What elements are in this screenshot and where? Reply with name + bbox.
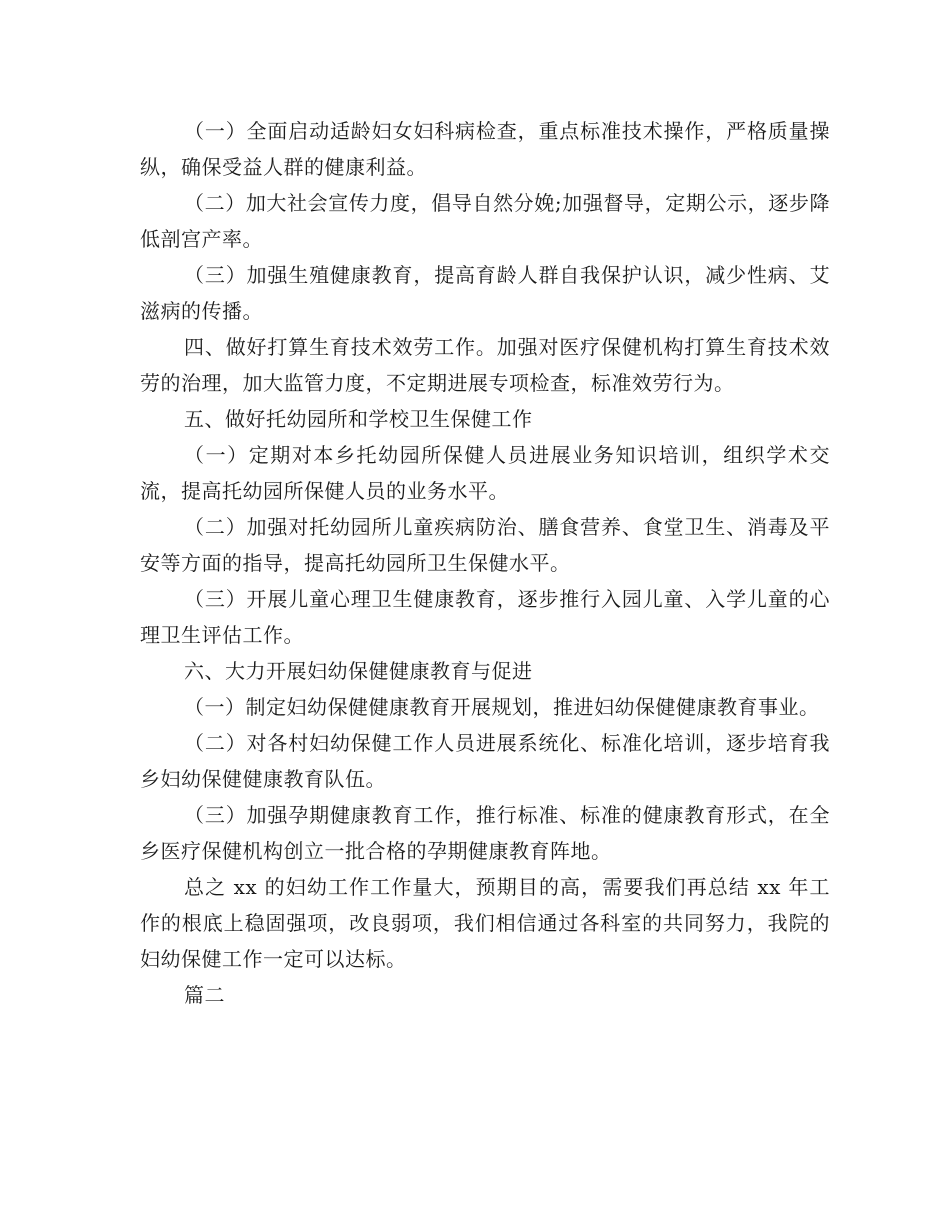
heading-6-health-education: 六、大力开展妇幼保健健康教育与促进 bbox=[184, 659, 533, 683]
paragraph-5-3-mental-health: （三）开展儿童心理卫生健康教育，逐步推行入园儿童、入学儿童的心理卫生评估工作。 bbox=[140, 587, 830, 647]
paragraph-6-3-pregnancy-education: （三）加强孕期健康教育工作，推行标准、标准的健康教育形式，在全乡医疗保健机构创立一批合格的孕期健康教育阵地。 bbox=[140, 803, 830, 863]
heading-5-kindergarten-health: 五、做好托幼园所和学校卫生保健工作 bbox=[184, 407, 533, 431]
document-body bbox=[140, 113, 830, 1013]
section-heading-part-two: 篇二 bbox=[184, 983, 225, 1007]
paragraph-1-3-reproductive-health: （三）加强生殖健康教育，提高育龄人群自我保护认识，减少性病、艾滋病的传播。 bbox=[140, 263, 830, 323]
paragraph-5-1-staff-training: （一）定期对本乡托幼园所保健人员进展业务知识培训，组织学术交流，提高托幼园所保健人员的业务水平。 bbox=[140, 443, 830, 503]
paragraph-1-2-natural-birth: （二）加大社会宣传力度，倡导自然分娩;加强督导，定期公示，逐步降低剖宫产率。 bbox=[140, 191, 830, 251]
paragraph-6-1-planning: （一）制定妇幼保健健康教育开展规划，推进妇幼保健健康教育事业。 bbox=[184, 695, 820, 719]
paragraph-6-2-village-training: （二）对各村妇幼保健工作人员进展系统化、标准化培训，逐步培育我乡妇幼保健健康教育队伍。 bbox=[140, 731, 830, 791]
paragraph-1-1-gynecology-exam: （一）全面启动适龄妇女妇科病检查，重点标准技术操作，严格质量操纵，确保受益人群的健康利益。 bbox=[140, 119, 830, 179]
paragraph-4-family-planning: 四、做好打算生育技术效劳工作。加强对医疗保健机构打算生育技术效劳的治理，加大监管力度，不定期进展专项检查，标准效劳行为。 bbox=[140, 335, 830, 395]
paragraph-5-2-disease-prevention: （二）加强对托幼园所儿童疾病防治、膳食营养、食堂卫生、消毒及平安等方面的指导，提高托幼园所卫生保健水平。 bbox=[140, 515, 830, 575]
paragraph-summary: 总之 xx 的妇幼工作工作量大，预期目的高，需要我们再总结 xx 年工作的根底上稳固强项，改良弱项，我们相信通过各科室的共同努力，我院的妇幼保健工作一定可以达标。 bbox=[140, 875, 830, 971]
